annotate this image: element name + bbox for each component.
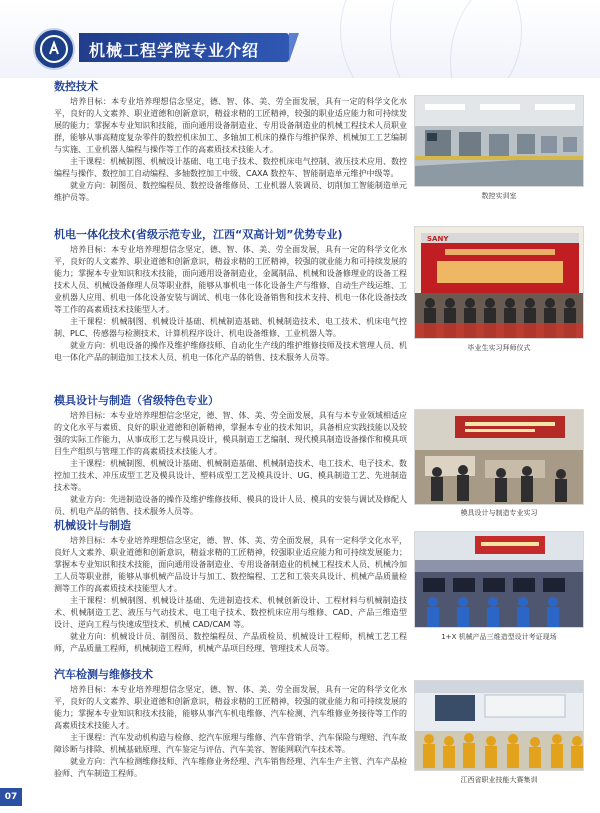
school-logo-icon bbox=[33, 28, 75, 70]
section-courses: 主干课程：机械制图、机械设计基础、机械制造基础、机械制造技术、电工技术、电子技术、数控加工技术、冲压成型工艺及模具设计、塑料成型工艺及模具设计、UG、模具制造工艺、先进制造技术等。 bbox=[54, 459, 407, 492]
section-title: 机电一体化技术(省级示范专业，江西“双高计划”优势专业) bbox=[54, 228, 343, 241]
section-mechanical-design bbox=[54, 519, 407, 655]
section-goal: 培养目标：本专业培养理想信念坚定，德、智、体、美、劳全面发展，具有与本专业领域相适应的文化水平与素质、良好的职业道德和创新精神，掌握本专业的技术知识，具备相应实践技能以及较强的实际工作能力，从事成形工艺与模具设计，模具制造工艺编制、现代模具制造设备操作和模具项目生产组织与管理工作的高素质技术技能人才。 bbox=[54, 411, 407, 456]
section-cnc bbox=[54, 80, 407, 204]
title-banner bbox=[79, 33, 289, 62]
section-courses: 主干课程：汽车发动机构造与检修、挖汽车原理与维修、汽车营销学、汽车保险与理赔、汽车故障诊断与排除、机械基础原理、汽车鉴定与评估、汽车美容、智能网联汽车技术等。 bbox=[54, 733, 407, 754]
section-jobs: 就业方向：制图员、数控编程员、数控设备维修员、工业机器人装调员、切削加工智能制造单元维护员等。 bbox=[54, 181, 407, 202]
page-title: 机械工程学院专业介绍 bbox=[89, 41, 260, 60]
section-goal: 培养目标：本专业培养理想信念坚定，德、智、体、美、劳全面发展，具有一定的科学文化水平，良好的人文素养、职业道德和创新意识，精益求精的工匠精神，较强的就业能力和可持续发展的能力；掌握本专业知识和技术技能，面向通用设备制造业，金属制品、机械和设备修理业的设备工程技术人员、机械设备修理人员等职业群，能够从事机电一体化设备生产与维修、自动生产线运维、工业机器人应用、机电一体化设备安装与调试、机电一体化设备销售和技术支持、机电一体化设备技改等工作的高素质技术技能型人才。 bbox=[54, 245, 407, 314]
photo-skills-training bbox=[414, 680, 584, 771]
section-title: 机械设计与制造 bbox=[54, 519, 131, 532]
photo-mold-practice bbox=[414, 409, 584, 505]
photo-caption: 模具设计与制造专业实习 bbox=[460, 509, 538, 517]
page-number: 07 bbox=[0, 788, 22, 806]
section-courses: 主干课程：机械制图、机械设计基础、电工电子技术、数控机床电气控制、液压技术应用、数控编程与操作、数控加工自动编程、多轴数控加工中级、CAXA 数控车、智能制造单元维护中级等。 bbox=[54, 157, 407, 178]
photo-apprentice-ceremony bbox=[414, 226, 584, 339]
section-goal: 培养目标：本专业培养理想信念坚定，德、智、体、美、劳全面发展，具有一定的科学文化水平，良好的人文素养、职业道德和创新意识，精益求精的工匠精神，较强的职业适应能力和可持续发展的能力；掌握本专业知识和技能，面向通用设备制造业、专用设备制造业的机械工程技术人员职业群，能够从事高精度复杂零件的数控机床加工、多轴加工机床的操作与维护保养、机械加工工艺编制与实施、工业机器人编程与操作等工作的高素质技术技能人才。 bbox=[54, 97, 407, 154]
section-courses: 主干课程：机械制图、机械设计基础、先进制造技术、机械创新设计、工程材料与机械制造技术、机械制造工艺、液压与气动技术、电工电子技术、数控机床应用与维修、CAD、产品三维造型设计、逆向工程与快速成型技术、机械 CAD/CAM 等。 bbox=[54, 596, 407, 629]
banner-brand: SANY bbox=[427, 235, 449, 243]
header-decoration bbox=[300, 0, 600, 78]
section-jobs: 就业方向：汽车检测维修技师、汽车维修业务经理、汽车销售经理、汽车生产主管、汽车产品检验师、汽车制造工程师。 bbox=[54, 757, 407, 778]
section-auto-repair bbox=[54, 668, 407, 780]
photo-exam-site bbox=[414, 531, 584, 628]
section-title: 数控技术 bbox=[54, 80, 98, 93]
photo-caption: 毕业生实习拜师仪式 bbox=[467, 344, 531, 352]
section-courses: 主干课程：机械制图、机械设计基础、机械制造基础、机械制造技术、电工技术、机床电气控制、PLC、传感器与检测技术、计算机程序设计、机电设备维修、工业机器人等。 bbox=[54, 317, 407, 338]
page-header bbox=[0, 0, 600, 78]
section-jobs: 就业方向：先进制造设备的操作及维护维修技师、模具的设计人员、模具的安装与调试及修配人员、机电产品的销售、技术服务人员等。 bbox=[54, 495, 407, 516]
photo-caption: 数控实训室 bbox=[481, 192, 517, 200]
section-goal: 培养目标：本专业培养理想信念坚定，德、智、体、美、劳全面发展，具有一定科学文化水平，良好人文素养、职业道德和创新意识，精益求精的工匠精神，较强职业适应能力和可持续发展能力；掌握本专业知识和技术技能，面向通用设备制造业、专用设备制造业的机械工程技术人员、机械冷加工人员等职业群，能够从事机械产品设计与加工、数控编程、工艺和工装夹具设计、机械产品质量检测等工作的高素质技术技能型人才。 bbox=[54, 536, 407, 593]
photo-caption: 江西省职业技能大赛集训 bbox=[460, 776, 538, 784]
photo-cnc-lab bbox=[414, 95, 584, 187]
photo-caption: 1+X 机械产品三维造型设计考证现场 bbox=[441, 633, 557, 641]
section-mechatronics bbox=[54, 228, 407, 364]
section-goal: 培养目标：本专业培养理想信念坚定，德、智、体、美、劳全面发展，具有一定的科学文化水平，良好的人文素养、职业道德和创新意识，精益求精的工匠精神，较强的就业能力和可持续发展的能力；掌握本专业知识和技术技能，能够从事汽车机电维修、汽车检测、汽车维修业务接待等工作的高素质技术技能人才。 bbox=[54, 685, 407, 730]
section-mold-design bbox=[54, 394, 407, 518]
section-title: 汽车检测与维修技术 bbox=[54, 668, 153, 681]
section-title: 模具设计与制造（省级特色专业） bbox=[54, 394, 219, 407]
section-jobs: 就业方向：机电设备的操作及维护维修技师、自动化生产线的维护维修技师及技术管理人员、机电一体化产品的制造加工技术人员、机电一体化产品的销售、技术服务人员等。 bbox=[54, 341, 407, 362]
section-jobs: 就业方向：机械设计员、制图员、数控编程员、产品质检员、机械设计工程师，机械工艺工程师，产品质量工程师，机械制造工程师，机械产品项目经理、管理技术人员等。 bbox=[54, 632, 407, 653]
